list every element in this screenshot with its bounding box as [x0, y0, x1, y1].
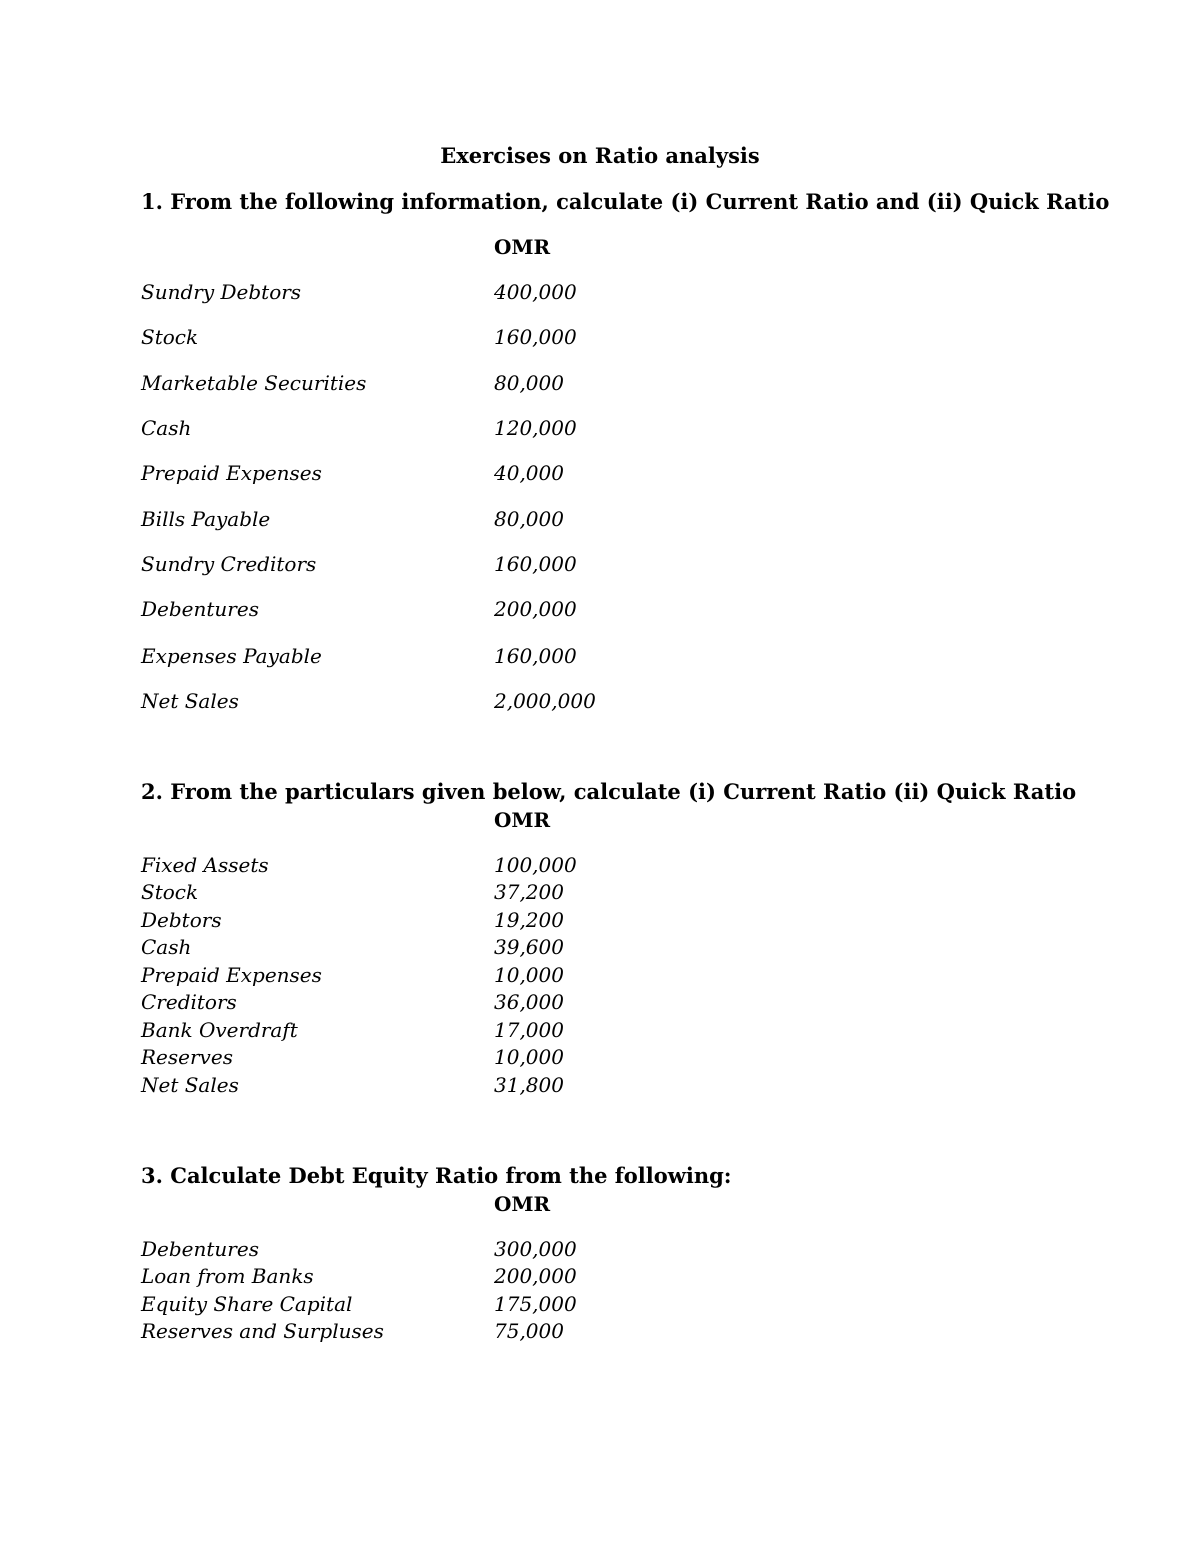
item-label: Debtors: [141, 908, 222, 932]
exercise-3-row: [141, 1235, 741, 1263]
item-label: Equity Share Capital: [141, 1292, 353, 1316]
item-label: Reserves: [141, 1045, 233, 1069]
exercise-2-row: [141, 906, 741, 934]
exercise-1-row: [141, 595, 741, 623]
exercise-1-row: [141, 642, 741, 670]
item-value: 36,000: [494, 990, 564, 1014]
exercise-1-row: [141, 505, 741, 533]
exercise-2-row: [141, 851, 741, 879]
item-label: Prepaid Expenses: [141, 461, 322, 485]
exercise-3-row: [141, 1317, 741, 1345]
exercise-2-row: [141, 933, 741, 961]
item-label: Stock: [141, 325, 199, 349]
exercise-2-row: [141, 1016, 741, 1044]
exercise-1-row: [141, 550, 741, 578]
exercise-2-row: [141, 988, 741, 1016]
item-value: 2,000,000: [494, 689, 596, 713]
item-value: 300,000: [494, 1237, 577, 1261]
item-value: 19,200: [494, 908, 564, 932]
exercise-1-unit: OMR: [494, 235, 551, 259]
item-value: 10,000: [494, 1045, 564, 1069]
item-value: 160,000: [494, 644, 577, 668]
item-value: 160,000: [494, 325, 577, 349]
item-value: 80,000: [494, 507, 564, 531]
item-label: Bills Payable: [141, 507, 271, 531]
exercise-3-row: [141, 1262, 741, 1290]
item-label: Fixed Assets: [141, 853, 269, 877]
item-label: Creditors: [141, 990, 237, 1014]
item-value: 200,000: [494, 597, 577, 621]
item-label: Bank Overdraft: [141, 1018, 298, 1042]
item-value: 400,000: [494, 280, 577, 304]
exercise-2-heading: 2. From the particulars given below, calculate (i) Current Ratio (ii) Quick Ratio: [141, 779, 1077, 804]
item-label: Expenses Payable: [141, 644, 322, 668]
exercise-1-row: [141, 278, 741, 306]
item-label: Prepaid Expenses: [141, 963, 322, 987]
item-value: 10,000: [494, 963, 564, 987]
item-value: 39,600: [494, 935, 564, 959]
exercise-1-row: [141, 687, 741, 715]
item-value: 75,000: [494, 1319, 564, 1343]
item-label: Reserves and Surpluses: [141, 1319, 384, 1343]
item-value: 37,200: [494, 880, 564, 904]
page-title: Exercises on Ratio analysis: [440, 143, 760, 168]
item-value: 80,000: [494, 371, 564, 395]
item-label: Stock: [141, 880, 199, 904]
item-value: 40,000: [494, 461, 564, 485]
exercise-1-heading: 1. From the following information, calculate (i) Current Ratio and (ii) Quick Ratio: [141, 189, 1110, 214]
item-value: 120,000: [494, 416, 577, 440]
exercise-2-row: [141, 1043, 741, 1071]
item-label: Loan from Banks: [141, 1264, 314, 1288]
item-label: Sundry Debtors: [141, 280, 302, 304]
item-label: Debentures: [141, 597, 259, 621]
item-label: Sundry Creditors: [141, 552, 317, 576]
exercise-2-row: [141, 961, 741, 989]
exercise-2-row: [141, 878, 741, 906]
item-value: 31,800: [494, 1073, 564, 1097]
item-label: Cash: [141, 416, 192, 440]
exercise-1-row: [141, 323, 741, 351]
exercise-2-row: [141, 1071, 741, 1099]
item-value: 100,000: [494, 853, 577, 877]
item-label: Cash: [141, 935, 192, 959]
item-label: Net Sales: [141, 1073, 239, 1097]
exercise-2-unit: OMR: [494, 808, 551, 832]
exercise-1-row: [141, 414, 741, 442]
item-value: 160,000: [494, 552, 577, 576]
item-label: Net Sales: [141, 689, 239, 713]
item-label: Debentures: [141, 1237, 259, 1261]
item-value: 200,000: [494, 1264, 577, 1288]
exercise-1-row: [141, 369, 741, 397]
item-value: 175,000: [494, 1292, 577, 1316]
exercise-3-unit: OMR: [494, 1192, 551, 1216]
exercise-3-heading: 3. Calculate Debt Equity Ratio from the following:: [141, 1163, 732, 1188]
exercise-1-row: [141, 459, 741, 487]
exercise-3-row: [141, 1290, 741, 1318]
item-label: Marketable Securities: [141, 371, 367, 395]
item-value: 17,000: [494, 1018, 564, 1042]
